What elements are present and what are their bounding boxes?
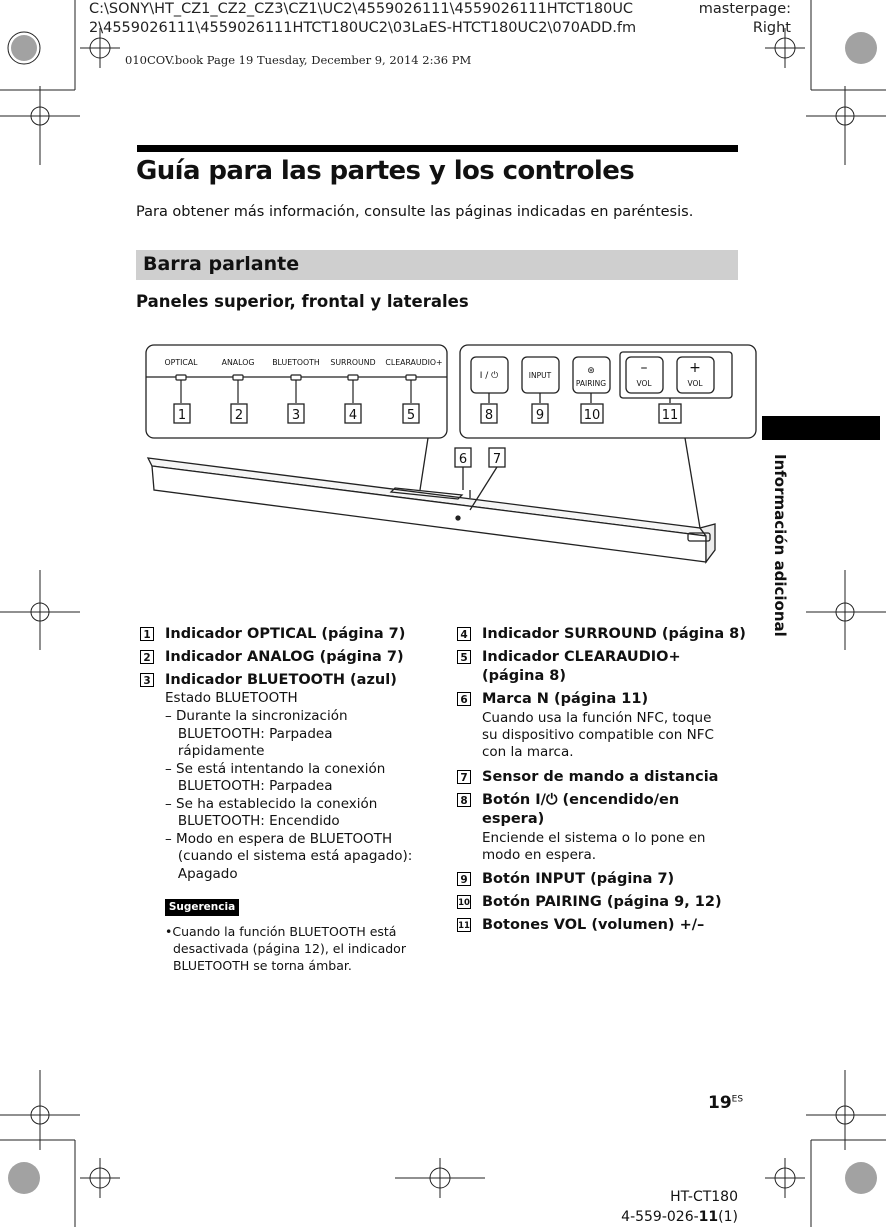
- item-number: 2: [140, 650, 154, 664]
- item-title: Indicador OPTICAL (página 7): [165, 626, 406, 642]
- item-title: Botón INPUT (página 7): [482, 871, 675, 887]
- item-desc: Cuando usa la función NFC, toque: [482, 710, 712, 726]
- callout-5: 5: [406, 408, 416, 423]
- side-tab-label: Información adicional: [771, 454, 789, 637]
- item-number: 10: [457, 895, 471, 909]
- callout-6: 6: [458, 452, 468, 467]
- bt-line: (cuando el sistema está apagado):: [165, 848, 413, 864]
- file-path-line-2: 2\4559026111\4559026111HTCT180UC2\03LaES-HTCT180UC2\070ADD.fm: [89, 20, 637, 36]
- callout-4: 4: [348, 408, 358, 423]
- bt-line: rápidamente: [165, 743, 265, 759]
- item-title: Marca N (página 11): [482, 691, 649, 707]
- page-number: $19^{ES}$: [708, 1093, 744, 1113]
- tip-line: desactivada (página 12), el indicador: [165, 941, 406, 956]
- bt-line: Apagado: [165, 865, 238, 882]
- book-info: 010COV.book Page 19 Tuesday, December 9, 2014 2:36 PM: [125, 53, 472, 67]
- item-number: 4: [457, 627, 471, 641]
- item-title: Sensor de mando a distancia: [482, 769, 719, 785]
- item-title: Indicador BLUETOOTH (azul): [165, 672, 397, 688]
- input-button-label: INPUT: [528, 371, 552, 380]
- vol-minus-label: VOL: [636, 379, 652, 388]
- item-number: 3: [140, 673, 154, 687]
- bt-line: BLUETOOTH: Parpadea: [165, 778, 333, 794]
- item-number: 8: [457, 793, 471, 807]
- indicator-label-optical: OPTICAL: [164, 358, 198, 367]
- bt-state-title: Estado BLUETOOTH: [165, 690, 298, 706]
- bt-line: – Se ha establecido la conexión: [165, 795, 378, 812]
- item-number: 5: [457, 650, 471, 664]
- vol-plus-label: VOL: [687, 379, 703, 388]
- tip-text: [165, 923, 406, 974]
- callout-11: 11: [661, 408, 679, 423]
- indicator-label-bluetooth: BLUETOOTH: [272, 358, 320, 367]
- bt-line: – Durante la sincronización: [165, 708, 348, 724]
- bt-line: BLUETOOTH: Encendido: [165, 813, 340, 829]
- callout-3: 3: [291, 408, 301, 423]
- item-title: Indicador CLEARAUDIO+: [482, 649, 681, 665]
- item-number: 9: [457, 872, 471, 886]
- callout-9: 9: [535, 408, 545, 423]
- callout-10: 10: [583, 408, 601, 423]
- masterpage-label: masterpage:: [698, 1, 791, 17]
- bt-line: – Modo en espera de BLUETOOTH: [165, 830, 393, 847]
- svg-text:+: +: [689, 360, 701, 376]
- callout-8: 8: [484, 408, 494, 423]
- callout-1: 1: [177, 408, 187, 423]
- tip-badge: Sugerencia: [165, 899, 239, 916]
- side-tab-bar: [762, 416, 880, 440]
- callout-7: 7: [492, 452, 502, 467]
- item-desc: con la marca.: [482, 744, 574, 760]
- indicator-label-surround: SURROUND: [330, 358, 376, 367]
- item-title-cont: espera): [482, 811, 545, 827]
- bt-state-list: [165, 708, 412, 883]
- item-desc: su dispositivo compatible con NFC: [482, 727, 714, 743]
- tip-line: BLUETOOTH se torna ámbar.: [165, 958, 352, 973]
- title-rule: [137, 145, 738, 152]
- svg-text:–: –: [640, 360, 648, 376]
- part-code: 4-559-026-11(1): [621, 1209, 738, 1225]
- pairing-button-label: PAIRING: [575, 379, 607, 388]
- section-header: [136, 250, 738, 280]
- soundbar-diagram: [140, 340, 760, 580]
- tip-line: •Cuando la función BLUETOOTH está: [165, 924, 397, 939]
- item-title: Botón I/⏻ (encendido/en: [482, 792, 680, 808]
- callout-2: 2: [234, 408, 244, 423]
- item-title: Indicador SURROUND (página 8): [482, 626, 746, 642]
- item-desc: Enciende el sistema o lo pone en: [482, 830, 706, 846]
- item-number: 6: [457, 692, 471, 706]
- file-path-line-1: C:\SONY\HT_CZ1_CZ2_CZ3\CZ1\UC2\4559026111\4559026111HTCT180UC: [89, 1, 634, 17]
- item-title: Botón PAIRING (página 9, 12): [482, 894, 722, 910]
- item-title: Botones VOL (volumen) +/–: [482, 917, 705, 933]
- bt-line: – Se está intentando la conexión: [165, 760, 386, 777]
- power-button-label: I / ⏻: [479, 371, 499, 381]
- item-title-cont: (página 8): [482, 668, 567, 684]
- bt-line: BLUETOOTH: Parpadea: [165, 725, 333, 742]
- subsection-title: Paneles superior, frontal y laterales: [136, 292, 469, 311]
- indicator-label-analog: ANALOG: [221, 358, 255, 367]
- masterpage-value: Right: [752, 20, 791, 36]
- item-number: 7: [457, 770, 471, 784]
- section-title: Barra parlante: [143, 253, 300, 275]
- item-number: 11: [457, 918, 471, 932]
- item-desc: modo en espera.: [482, 847, 597, 863]
- indicator-label-clearaudio: CLEARAUDIO+: [385, 358, 443, 367]
- model-name: HT-CT180: [670, 1189, 738, 1205]
- intro-text: Para obtener más información, consulte las páginas indicadas en paréntesis.: [136, 204, 694, 220]
- page-title: Guía para las partes y los controles: [136, 156, 635, 186]
- svg-text:⊛: ⊛: [587, 366, 595, 376]
- item-title: Indicador ANALOG (página 7): [165, 649, 404, 665]
- item-number: 1: [140, 627, 154, 641]
